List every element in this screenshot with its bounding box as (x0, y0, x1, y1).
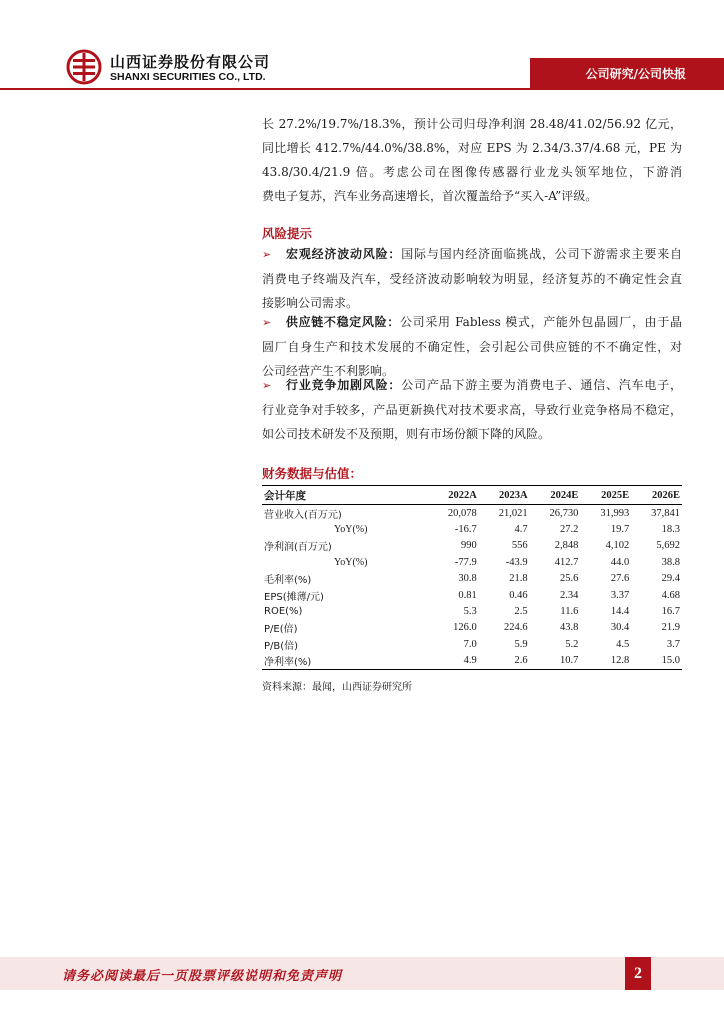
arrow-bullet-icon: ➢ (262, 316, 272, 329)
intro-line: 同比增长 412.7%/44.0%/38.8%，对应 EPS 为 2.34/3.37/4.68 元，PE 为 (262, 141, 682, 155)
table-row (262, 603, 682, 619)
table-row (262, 653, 682, 670)
row-label: 净利润(百万元) (264, 542, 332, 554)
table-row (262, 538, 682, 554)
financials-title: 财务数据与估值： (262, 466, 363, 481)
table-cell: 21.9 (661, 622, 680, 634)
table-cell: 7.0 (463, 638, 477, 650)
column-header: 2022A (428, 486, 479, 505)
table-cell: 126.0 (453, 622, 477, 634)
table-cell: 4.9 (428, 653, 479, 670)
page-number: 2 (625, 957, 651, 990)
table-row (262, 554, 682, 570)
table-row (262, 571, 682, 587)
table-cell: 15.0 (631, 653, 682, 670)
table-cell: 990 (461, 540, 477, 552)
disclaimer-notice: 请务必阅读最后一页股票评级说明和免责声明 (62, 969, 343, 984)
arrow-bullet-icon: ➢ (262, 379, 272, 392)
data-source-note: 资料来源：最闻，山西证券研究所 (262, 682, 412, 693)
table-cell: -16.7 (454, 524, 477, 536)
intro-line: 长 27.2%/19.7%/18.3%，预计公司归母净利润 28.48/41.02/56.92 亿元， (262, 117, 682, 131)
table-cell: 4.7 (514, 524, 528, 536)
risk-item-line: 圆厂自身生产和技术发展的不确定性，会引起公司供应链的不不确定性，对 (262, 340, 682, 354)
table-row (262, 521, 682, 537)
header-divider (0, 88, 724, 90)
column-header: 2025E (580, 486, 631, 505)
table-cell: 224.6 (503, 622, 528, 634)
company-logo-icon (64, 49, 104, 85)
table-cell: 30.4 (610, 622, 630, 634)
table-cell: 10.7 (530, 653, 581, 670)
table-cell: 0.46 (509, 589, 528, 601)
row-label: P/E(倍) (264, 624, 298, 636)
risk-item-heading: 宏观经济波动风险： (285, 247, 402, 261)
row-label: 净利率(%) (262, 653, 428, 670)
risk-item-heading: 供应链不稳定风险： (285, 315, 400, 329)
intro-line: 43.8/30.4/21.9 倍。考虑公司在图像传感器行业龙头领军地位，下游消 (262, 165, 682, 179)
risk-item-text: 公司采用 Fabless 模式，产能外包晶圆厂，由于晶 (399, 315, 682, 329)
column-header: 会计年度 (262, 486, 428, 505)
risk-item-text: 国际与国内经济面临挑战，公司下游需求主要来自 (401, 247, 682, 261)
column-header: 2026E (631, 486, 682, 505)
intro-paragraph (262, 112, 682, 208)
table-cell: 5.2 (565, 638, 579, 650)
table-cell: 3.37 (610, 589, 630, 601)
table-cell: 21,021 (498, 507, 528, 519)
table-cell: 18.3 (661, 524, 680, 536)
row-label: YoY(%) (334, 556, 368, 568)
row-label: YoY(%) (334, 524, 368, 536)
row-label: 营业收入(百万元) (264, 509, 342, 521)
risk-item-line: 如公司技术研发不及预期，则有市场份额下降的风险。 (262, 427, 551, 441)
financials-table (262, 485, 682, 670)
table-cell: 27.2 (560, 524, 579, 536)
row-label: ROE(%) (264, 606, 303, 618)
risk-item-line: 行业竞争对手较多，产品更新换代对技术要求高，导致行业竞争格局不稳定， (262, 403, 682, 417)
risk-item-competition (262, 373, 682, 446)
table-cell: 30.8 (458, 573, 477, 585)
table-cell: 12.8 (580, 653, 631, 670)
table-cell: 0.81 (458, 589, 477, 601)
table-cell: 26,730 (549, 507, 579, 519)
table-cell: 37,841 (651, 507, 680, 519)
table-cell: 31,993 (600, 507, 630, 519)
column-header: 2023A (479, 486, 530, 505)
table-cell: 29.4 (661, 573, 680, 585)
row-label: EPS(摊薄/元) (264, 591, 324, 603)
table-row (262, 620, 682, 636)
table-cell: 16.7 (661, 606, 680, 618)
table-cell: 20,078 (447, 507, 477, 519)
table-cell: 44.0 (610, 556, 630, 568)
risk-item-macro (262, 242, 682, 315)
table-cell: 27.6 (610, 573, 630, 585)
section-tag-bar (530, 58, 724, 88)
table-cell: 11.6 (560, 606, 579, 618)
table-cell: 5.3 (463, 606, 477, 618)
table-cell: 5.9 (514, 638, 528, 650)
risk-item-text: 公司产品下游主要为消费电子、通信、汽车电子， (401, 378, 682, 392)
table-cell: 5,692 (656, 540, 680, 552)
arrow-bullet-icon: ➢ (262, 248, 272, 261)
row-label: 毛利率(%) (264, 575, 312, 587)
risk-item-line: 消费电子终端及汽车，受经济波动影响较为明显，经济复苏的不确定性会直 (262, 272, 682, 286)
company-name-en: SHANXI SECURITIES CO., LTD. (110, 71, 266, 83)
section-tag: 公司研究/公司快报 (585, 67, 686, 81)
table-cell: 2.34 (560, 589, 579, 601)
table-row (262, 587, 682, 603)
table-cell: 21.8 (509, 573, 528, 585)
table-cell: -43.9 (505, 556, 528, 568)
column-header: 2024E (530, 486, 581, 505)
table-cell: 412.7 (554, 556, 579, 568)
table-cell: 25.6 (560, 573, 579, 585)
table-cell: 3.7 (666, 638, 680, 650)
risk-item-heading: 行业竞争加剧风险： (285, 378, 402, 392)
table-cell: 19.7 (610, 524, 630, 536)
table-cell: 556 (511, 540, 528, 552)
table-cell: 2.6 (479, 653, 530, 670)
table-row (262, 505, 682, 522)
row-label: P/B(倍) (264, 640, 299, 652)
risk-section-title: 风险提示 (262, 226, 313, 241)
company-name-cn: 山西证券股份有限公司 (110, 53, 271, 71)
table-header-row (262, 486, 682, 505)
risk-item-line: 接影响公司需求。 (262, 296, 359, 310)
table-cell: -77.9 (454, 556, 477, 568)
risk-item-line: 公司经营产生不利影响。 (262, 364, 395, 378)
table-cell: 4.68 (661, 589, 680, 601)
table-cell: 2.5 (514, 606, 528, 618)
table-cell: 14.4 (610, 606, 630, 618)
intro-line: 费电子复苏，汽车业务高速增长，首次覆盖给予“买入-A”评级。 (262, 189, 598, 203)
table-cell: 43.8 (560, 622, 579, 634)
financials-table-body (262, 505, 682, 670)
table-cell: 2,848 (554, 540, 579, 552)
table-cell: 4.5 (616, 638, 630, 650)
table-cell: 38.8 (661, 556, 680, 568)
table-cell: 4,102 (605, 540, 630, 552)
table-row (262, 636, 682, 652)
